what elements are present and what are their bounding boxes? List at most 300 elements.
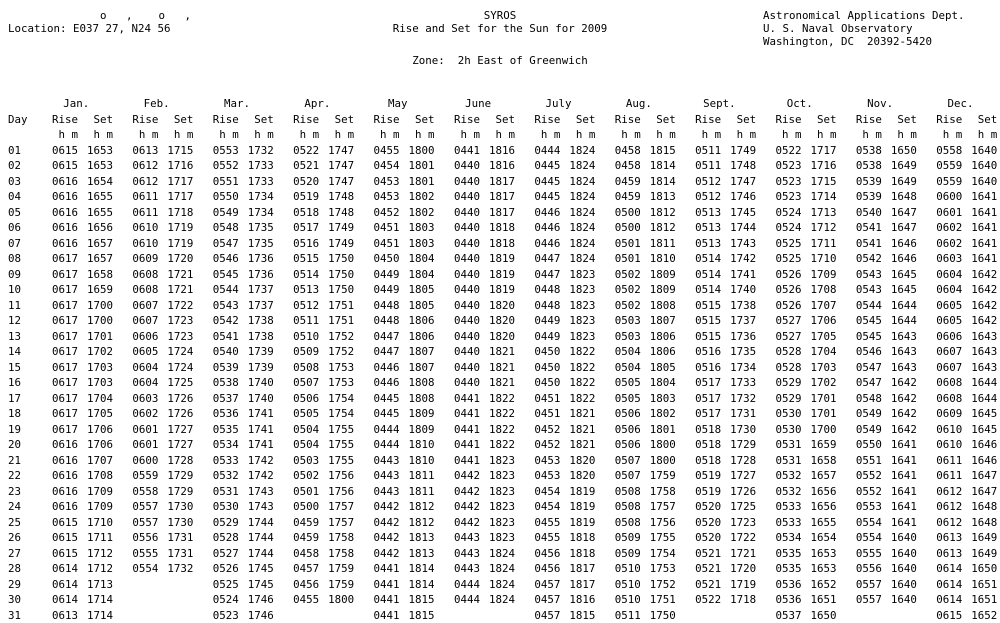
set-time: 1824 bbox=[480, 577, 515, 593]
rise-time: 0617 bbox=[36, 406, 78, 422]
rise-set-cell bbox=[358, 205, 438, 221]
rise-time: 0601 bbox=[116, 437, 158, 453]
rise-set-cell bbox=[116, 437, 196, 453]
set-time: 1759 bbox=[319, 577, 354, 593]
rise-time: 0526 bbox=[760, 282, 802, 298]
rise-set-cell bbox=[36, 189, 116, 205]
rise-set-cell bbox=[518, 608, 598, 623]
set-time: 1822 bbox=[560, 360, 595, 376]
rise-time: 0531 bbox=[760, 437, 802, 453]
rise-set-cell bbox=[599, 422, 679, 438]
rise-time: 0515 bbox=[277, 251, 319, 267]
rise-set-cell bbox=[438, 453, 518, 469]
rise-set-cell bbox=[920, 406, 1000, 422]
set-time: 1702 bbox=[802, 375, 837, 391]
rise-time: 0608 bbox=[920, 391, 962, 407]
set-time: 1759 bbox=[319, 561, 354, 577]
set-time: 1648 bbox=[962, 515, 997, 531]
rise-time: 0548 bbox=[840, 391, 882, 407]
set-time: 1752 bbox=[319, 344, 354, 360]
rise-set-cell bbox=[116, 453, 196, 469]
set-time: 1644 bbox=[962, 391, 997, 407]
set-time: 1820 bbox=[560, 468, 595, 484]
rise-set-cell bbox=[840, 391, 920, 407]
set-time: 1734 bbox=[239, 189, 274, 205]
set-label: Set bbox=[319, 112, 354, 128]
day-number: 03 bbox=[8, 174, 36, 190]
day-number: 31 bbox=[8, 608, 36, 623]
set-time: 1755 bbox=[641, 530, 676, 546]
sun-table bbox=[8, 96, 1000, 623]
rise-set-cell bbox=[518, 313, 598, 329]
month-name: Jan. bbox=[36, 96, 116, 112]
set-time: 1741 bbox=[239, 406, 274, 422]
set-label: Set bbox=[78, 112, 113, 128]
set-time: 1711 bbox=[78, 530, 113, 546]
rise-time: 0543 bbox=[840, 267, 882, 283]
rise-set-cell bbox=[518, 530, 598, 546]
rise-set-cell bbox=[679, 546, 759, 562]
set-time: 1641 bbox=[882, 515, 917, 531]
month-column-labels bbox=[197, 112, 277, 128]
rise-time: 0550 bbox=[840, 437, 882, 453]
set-time: 1759 bbox=[641, 468, 676, 484]
rise-set-cell bbox=[116, 375, 196, 391]
set-time: 1817 bbox=[560, 577, 595, 593]
rise-time: 0510 bbox=[599, 592, 641, 608]
day-number: 10 bbox=[8, 282, 36, 298]
set-time: 1743 bbox=[239, 484, 274, 500]
set-time: 1820 bbox=[560, 453, 595, 469]
rise-time: 0459 bbox=[599, 189, 641, 205]
set-time: 1756 bbox=[319, 484, 354, 500]
rise-time: 0446 bbox=[518, 205, 560, 221]
rise-time: 0449 bbox=[518, 313, 560, 329]
rise-time: 0612 bbox=[116, 158, 158, 174]
set-time: 1805 bbox=[400, 298, 435, 314]
day-number: 12 bbox=[8, 313, 36, 329]
rise-time: 0536 bbox=[197, 406, 239, 422]
set-time: 1700 bbox=[78, 313, 113, 329]
rise-set-cell bbox=[277, 561, 357, 577]
rise-set-cell bbox=[840, 375, 920, 391]
rise-set-cell bbox=[840, 344, 920, 360]
hm-label: h m bbox=[480, 127, 515, 143]
rise-set-cell bbox=[277, 592, 357, 608]
table-row bbox=[8, 577, 1000, 593]
observatory-name: U. S. Naval Observatory bbox=[763, 22, 965, 35]
month-column-labels bbox=[277, 112, 357, 128]
rise-set-cell bbox=[679, 251, 759, 267]
set-time: 1821 bbox=[560, 437, 595, 453]
rise-set-cell bbox=[679, 189, 759, 205]
rise-time: 0453 bbox=[358, 174, 400, 190]
rise-set-cell bbox=[116, 406, 196, 422]
month-unit-labels bbox=[679, 127, 759, 143]
set-label: Set bbox=[802, 112, 837, 128]
set-time: 1645 bbox=[962, 422, 997, 438]
rise-set-cell bbox=[518, 205, 598, 221]
month-unit-labels bbox=[116, 127, 196, 143]
set-time: 1738 bbox=[239, 329, 274, 345]
hm-label: h m bbox=[116, 127, 158, 143]
rise-set-cell bbox=[358, 391, 438, 407]
rise-time: 0454 bbox=[518, 484, 560, 500]
month-name: May bbox=[358, 96, 438, 112]
rise-time: 0556 bbox=[840, 561, 882, 577]
rise-time: 0452 bbox=[518, 437, 560, 453]
month-unit-labels bbox=[518, 127, 598, 143]
set-time: 1822 bbox=[560, 344, 595, 360]
rise-set-cell bbox=[116, 530, 196, 546]
rise-set-cell bbox=[197, 577, 277, 593]
rise-set-cell bbox=[599, 220, 679, 236]
rise-set-cell bbox=[920, 220, 1000, 236]
rise-label: Rise bbox=[116, 112, 158, 128]
set-time: 1725 bbox=[158, 375, 193, 391]
rise-set-cell bbox=[277, 329, 357, 345]
rise-set-cell bbox=[36, 484, 116, 500]
set-time: 1823 bbox=[560, 267, 595, 283]
rise-time: 0445 bbox=[358, 391, 400, 407]
rise-time: 0440 bbox=[438, 189, 480, 205]
rise-set-cell bbox=[277, 577, 357, 593]
set-time: 1721 bbox=[721, 546, 756, 562]
rise-time: 0533 bbox=[197, 453, 239, 469]
rise-set-cell bbox=[116, 205, 196, 221]
set-time: 1641 bbox=[962, 236, 997, 252]
rise-set-cell bbox=[920, 484, 1000, 500]
rise-set-cell bbox=[920, 298, 1000, 314]
rise-set-cell bbox=[840, 360, 920, 376]
set-time: 1650 bbox=[882, 143, 917, 159]
set-time: 1812 bbox=[400, 515, 435, 531]
rise-set-cell bbox=[277, 205, 357, 221]
set-time bbox=[721, 608, 756, 623]
set-time: 1706 bbox=[78, 437, 113, 453]
rise-time: 0523 bbox=[760, 189, 802, 205]
rise-set-cell bbox=[197, 561, 277, 577]
set-time: 1640 bbox=[882, 561, 917, 577]
rise-time: 0615 bbox=[36, 515, 78, 531]
rise-set-cell bbox=[920, 158, 1000, 174]
set-time: 1749 bbox=[721, 143, 756, 159]
rise-set-cell bbox=[599, 375, 679, 391]
rise-set-cell bbox=[277, 174, 357, 190]
rise-time: 0521 bbox=[679, 577, 721, 593]
rise-time: 0614 bbox=[920, 561, 962, 577]
rise-set-cell bbox=[840, 143, 920, 159]
rise-set-cell bbox=[840, 313, 920, 329]
set-time: 1734 bbox=[239, 205, 274, 221]
set-time: 1814 bbox=[400, 577, 435, 593]
rise-time: 0559 bbox=[920, 158, 962, 174]
rise-time: 0441 bbox=[438, 453, 480, 469]
hm-label: h m bbox=[882, 127, 917, 143]
set-time: 1645 bbox=[882, 282, 917, 298]
rise-set-cell bbox=[679, 360, 759, 376]
set-time: 1812 bbox=[641, 205, 676, 221]
rise-time: 0607 bbox=[920, 344, 962, 360]
rise-set-cell bbox=[277, 406, 357, 422]
rise-time: 0615 bbox=[36, 158, 78, 174]
set-time: 1706 bbox=[802, 313, 837, 329]
set-time: 1651 bbox=[802, 592, 837, 608]
rise-time: 0440 bbox=[438, 313, 480, 329]
rise-set-cell bbox=[518, 484, 598, 500]
rise-time: 0443 bbox=[438, 530, 480, 546]
rise-set-cell bbox=[679, 530, 759, 546]
set-time: 1710 bbox=[802, 251, 837, 267]
rise-time: 0441 bbox=[438, 422, 480, 438]
day-number: 14 bbox=[8, 344, 36, 360]
set-time: 1723 bbox=[158, 329, 193, 345]
table-row bbox=[8, 515, 1000, 531]
rise-time: 0612 bbox=[920, 484, 962, 500]
set-time: 1646 bbox=[882, 251, 917, 267]
rise-set-cell bbox=[116, 298, 196, 314]
rise-time: 0616 bbox=[36, 189, 78, 205]
rise-set-cell bbox=[438, 220, 518, 236]
month-name: June bbox=[438, 96, 518, 112]
rise-set-cell bbox=[599, 577, 679, 593]
rise-set-cell bbox=[197, 313, 277, 329]
rise-set-cell bbox=[760, 158, 840, 174]
rise-time: 0515 bbox=[679, 329, 721, 345]
set-label: Set bbox=[400, 112, 435, 128]
rise-time: 0531 bbox=[760, 453, 802, 469]
table-row bbox=[8, 251, 1000, 267]
rise-set-cell bbox=[840, 577, 920, 593]
rise-set-cell bbox=[760, 313, 840, 329]
rise-time: 0518 bbox=[679, 437, 721, 453]
rise-set-cell bbox=[438, 251, 518, 267]
rise-set-cell bbox=[438, 313, 518, 329]
set-time: 1717 bbox=[158, 174, 193, 190]
rise-time: 0500 bbox=[599, 205, 641, 221]
table-row bbox=[8, 220, 1000, 236]
hm-label: h m bbox=[319, 127, 354, 143]
set-time: 1649 bbox=[882, 158, 917, 174]
rise-set-cell bbox=[197, 391, 277, 407]
rise-time: 0527 bbox=[760, 329, 802, 345]
set-time: 1824 bbox=[480, 592, 515, 608]
rise-set-cell bbox=[197, 220, 277, 236]
rise-time: 0510 bbox=[277, 329, 319, 345]
rise-set-cell bbox=[358, 437, 438, 453]
set-time: 1804 bbox=[641, 375, 676, 391]
rise-set-cell bbox=[358, 468, 438, 484]
rise-set-cell bbox=[920, 577, 1000, 593]
set-time: 1801 bbox=[400, 158, 435, 174]
hm-label: h m bbox=[239, 127, 274, 143]
rise-set-cell bbox=[840, 530, 920, 546]
rise-set-cell bbox=[358, 577, 438, 593]
rise-set-cell bbox=[920, 546, 1000, 562]
rise-label: Rise bbox=[599, 112, 641, 128]
set-time: 1701 bbox=[78, 329, 113, 345]
rise-set-cell bbox=[438, 391, 518, 407]
rise-set-cell bbox=[36, 205, 116, 221]
rise-time: 0440 bbox=[438, 298, 480, 314]
rise-time: 0454 bbox=[518, 499, 560, 515]
set-time: 1745 bbox=[239, 561, 274, 577]
set-time: 1651 bbox=[962, 592, 997, 608]
set-time: 1724 bbox=[158, 360, 193, 376]
set-time: 1642 bbox=[962, 298, 997, 314]
set-time: 1734 bbox=[721, 360, 756, 376]
rise-set-cell bbox=[840, 220, 920, 236]
rise-time: 0517 bbox=[679, 375, 721, 391]
hm-label: h m bbox=[802, 127, 837, 143]
set-time: 1751 bbox=[319, 298, 354, 314]
rise-time: 0509 bbox=[599, 530, 641, 546]
rise-time: 0455 bbox=[518, 515, 560, 531]
set-time: 1642 bbox=[882, 375, 917, 391]
set-time: 1641 bbox=[882, 468, 917, 484]
rise-time: 0510 bbox=[599, 577, 641, 593]
set-time: 1817 bbox=[480, 205, 515, 221]
rise-set-cell bbox=[277, 236, 357, 252]
rise-set-cell bbox=[679, 375, 759, 391]
set-time: 1643 bbox=[962, 360, 997, 376]
rise-time: 0603 bbox=[920, 251, 962, 267]
rise-set-cell bbox=[840, 468, 920, 484]
table-row bbox=[8, 546, 1000, 562]
set-time: 1816 bbox=[560, 592, 595, 608]
column-label-row bbox=[8, 112, 1000, 128]
set-time: 1649 bbox=[962, 530, 997, 546]
set-time: 1750 bbox=[319, 282, 354, 298]
rise-time: 0445 bbox=[518, 158, 560, 174]
rise-set-cell bbox=[438, 546, 518, 562]
set-time: 1722 bbox=[158, 298, 193, 314]
rise-set-cell bbox=[116, 143, 196, 159]
rise-set-cell bbox=[920, 422, 1000, 438]
rise-set-cell bbox=[358, 453, 438, 469]
set-time: 1802 bbox=[641, 406, 676, 422]
rise-set-cell bbox=[36, 344, 116, 360]
rise-set-cell bbox=[36, 546, 116, 562]
set-time: 1821 bbox=[480, 344, 515, 360]
rise-set-cell bbox=[840, 499, 920, 515]
set-time: 1646 bbox=[962, 437, 997, 453]
rise-time: 0458 bbox=[599, 143, 641, 159]
rise-set-cell bbox=[518, 406, 598, 422]
set-time: 1816 bbox=[480, 143, 515, 159]
set-time: 1733 bbox=[239, 158, 274, 174]
set-time: 1720 bbox=[158, 251, 193, 267]
rise-set-cell bbox=[197, 360, 277, 376]
rise-time: 0538 bbox=[197, 375, 239, 391]
set-time: 1657 bbox=[78, 236, 113, 252]
rise-set-cell bbox=[518, 282, 598, 298]
set-label: Set bbox=[641, 112, 676, 128]
rise-set-cell bbox=[840, 298, 920, 314]
rise-time: 0617 bbox=[36, 375, 78, 391]
set-time: 1640 bbox=[882, 592, 917, 608]
rise-time: 0503 bbox=[599, 313, 641, 329]
rise-time: 0442 bbox=[358, 546, 400, 562]
rise-time: 0513 bbox=[679, 236, 721, 252]
rise-time: 0442 bbox=[438, 484, 480, 500]
rise-set-cell bbox=[438, 236, 518, 252]
rise-time: 0616 bbox=[36, 220, 78, 236]
rise-time: 0544 bbox=[197, 282, 239, 298]
rise-time: 0455 bbox=[518, 530, 560, 546]
set-time: 1709 bbox=[78, 499, 113, 515]
set-time: 1811 bbox=[641, 236, 676, 252]
rise-time: 0440 bbox=[438, 375, 480, 391]
set-time: 1801 bbox=[641, 422, 676, 438]
rise-time: 0519 bbox=[277, 189, 319, 205]
rise-time: 0518 bbox=[679, 453, 721, 469]
rise-set-cell bbox=[599, 298, 679, 314]
rise-time: 0608 bbox=[116, 282, 158, 298]
rise-time: 0557 bbox=[116, 515, 158, 531]
hm-label: h m bbox=[358, 127, 400, 143]
rise-set-cell bbox=[197, 282, 277, 298]
hm-label: h m bbox=[277, 127, 319, 143]
rise-set-cell bbox=[599, 453, 679, 469]
rise-time: 0611 bbox=[920, 453, 962, 469]
rise-set-cell bbox=[679, 592, 759, 608]
rise-time: 0555 bbox=[840, 546, 882, 562]
rise-set-cell bbox=[679, 267, 759, 283]
set-time: 1725 bbox=[721, 499, 756, 515]
rise-time: 0440 bbox=[438, 236, 480, 252]
hm-label: h m bbox=[721, 127, 756, 143]
month-name: Sept. bbox=[679, 96, 759, 112]
set-time: 1657 bbox=[802, 468, 837, 484]
month-column-labels bbox=[599, 112, 679, 128]
rise-set-cell bbox=[116, 329, 196, 345]
rise-set-cell bbox=[518, 158, 598, 174]
set-time: 1802 bbox=[400, 205, 435, 221]
rise-time: 0450 bbox=[518, 375, 560, 391]
rise-set-cell bbox=[277, 515, 357, 531]
set-time: 1744 bbox=[721, 220, 756, 236]
set-time: 1732 bbox=[239, 143, 274, 159]
set-time: 1807 bbox=[641, 313, 676, 329]
rise-time: 0614 bbox=[36, 561, 78, 577]
rise-time: 0505 bbox=[599, 391, 641, 407]
rise-time: 0549 bbox=[840, 422, 882, 438]
set-time: 1819 bbox=[560, 499, 595, 515]
rise-time: 0451 bbox=[358, 236, 400, 252]
table-row bbox=[8, 236, 1000, 252]
rise-time: 0547 bbox=[197, 236, 239, 252]
rise-set-cell bbox=[599, 236, 679, 252]
rise-time bbox=[116, 592, 158, 608]
rise-time: 0502 bbox=[277, 468, 319, 484]
set-time: 1728 bbox=[721, 453, 756, 469]
set-time: 1810 bbox=[400, 437, 435, 453]
rise-time: 0446 bbox=[518, 236, 560, 252]
rise-set-cell bbox=[197, 298, 277, 314]
rise-time: 0508 bbox=[599, 515, 641, 531]
rise-set-cell bbox=[599, 174, 679, 190]
rise-time: 0451 bbox=[518, 406, 560, 422]
set-time: 1753 bbox=[319, 360, 354, 376]
set-time: 1647 bbox=[882, 205, 917, 221]
rise-set-cell bbox=[599, 329, 679, 345]
set-time: 1820 bbox=[480, 298, 515, 314]
rise-time: 0608 bbox=[116, 267, 158, 283]
day-number: 13 bbox=[8, 329, 36, 345]
rise-set-cell bbox=[599, 437, 679, 453]
rise-time: 0543 bbox=[197, 298, 239, 314]
